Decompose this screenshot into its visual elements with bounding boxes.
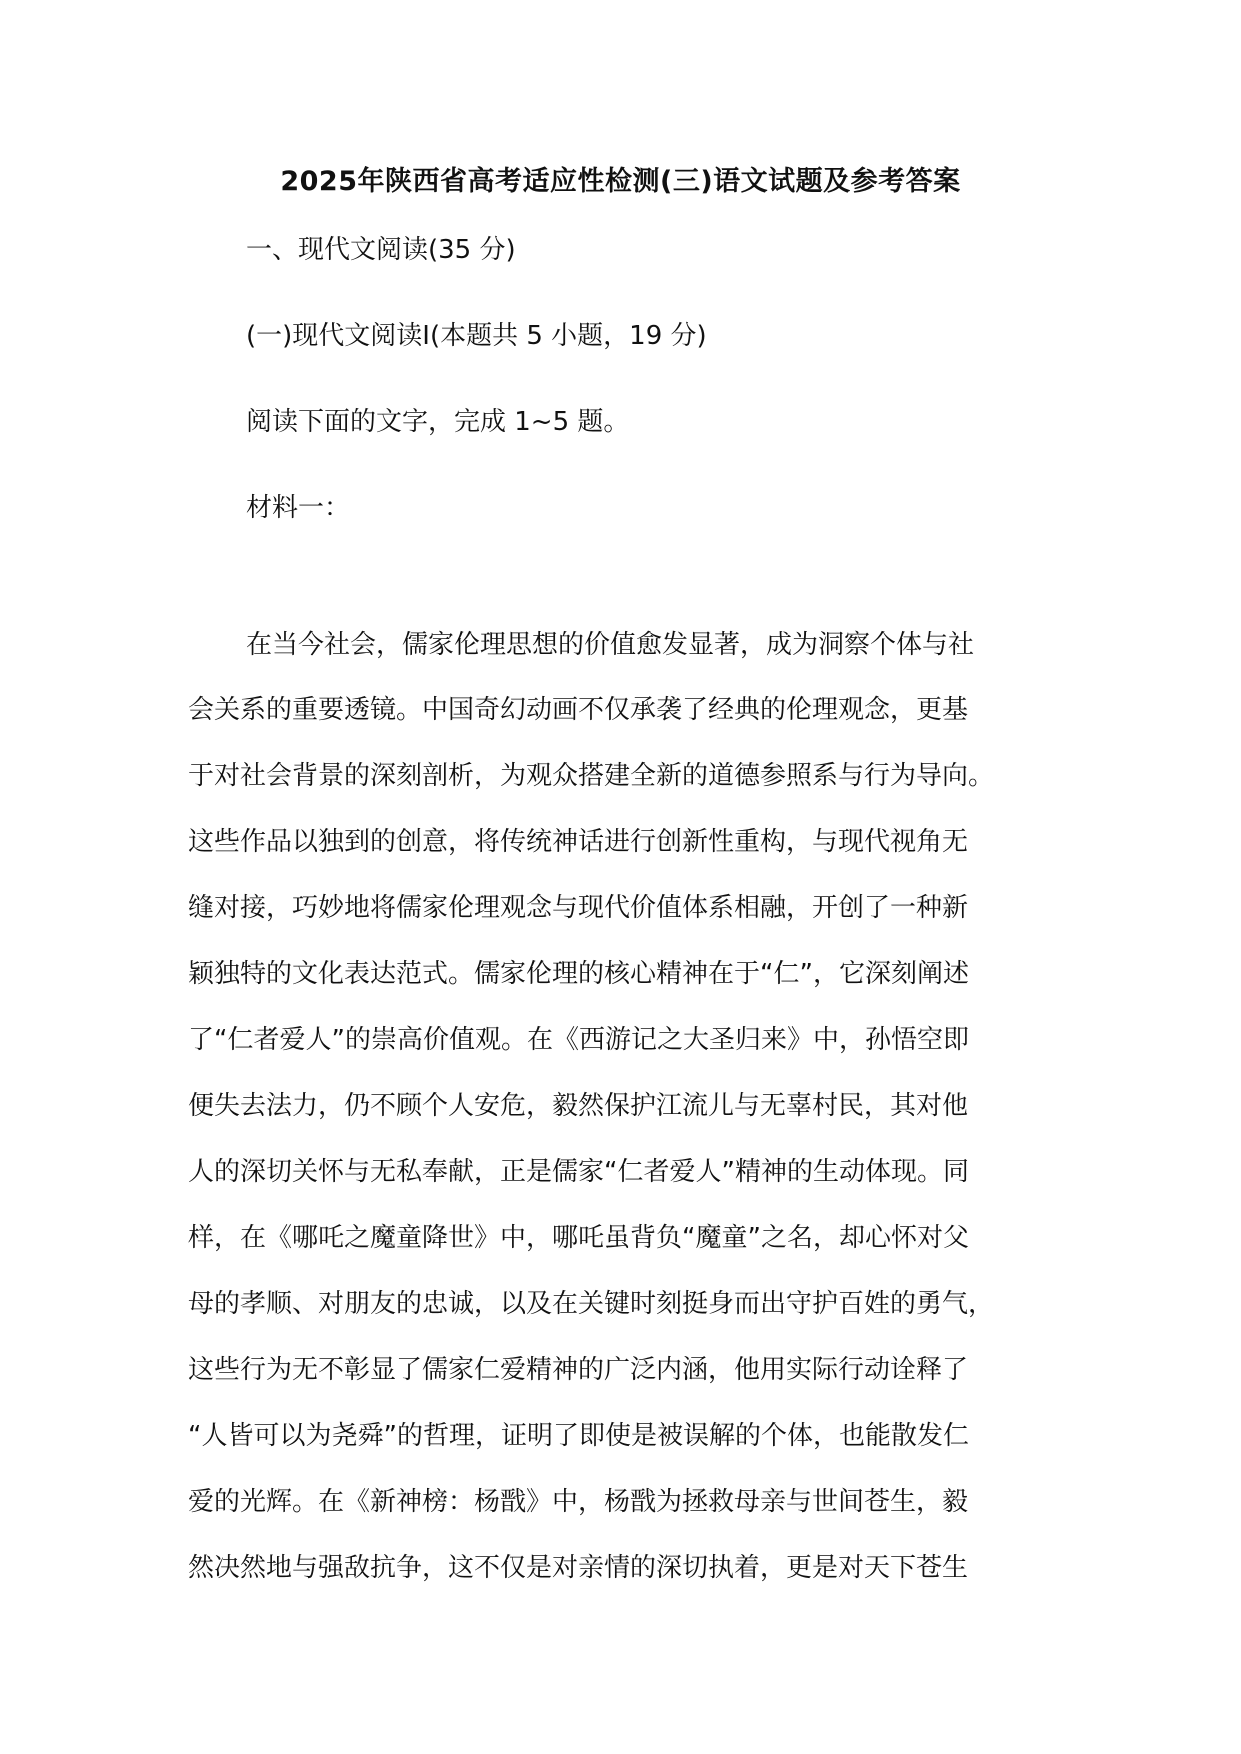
paragraph-line: 了“仁者爱人”的崇高价值观。在《西游记之大圣归来》中，孙悟空即: [188, 1025, 969, 1055]
paragraph-line: 颖独特的文化表达范式。儒家伦理的核心精神在于“仁”，它深刻阐述: [188, 959, 969, 989]
paragraph-line: 人的深切关怀与无私奉献，正是儒家“仁者爱人”精神的生动体现。同: [188, 1157, 969, 1187]
paragraph-line: 这些行为无不彰显了儒家仁爱精神的广泛内涵，他用实际行动诠释了: [188, 1355, 969, 1385]
material-label: 材料一：: [246, 493, 351, 523]
paragraph-line: 母的孝顺、对朋友的忠诚，以及在关键时刻挺身而出守护百姓的勇气，: [188, 1289, 995, 1319]
document-title: 2025年陕西省高考适应性检测(三)语文试题及参考答案: [280, 166, 961, 197]
instruction-text: 阅读下面的文字，完成 1~5 题。: [246, 407, 630, 437]
paragraph-line: 便失去法力，仍不顾个人安危，毅然保护江流儿与无辜村民，其对他: [188, 1091, 969, 1121]
paragraph-line: 会关系的重要透镜。中国奇幻动画不仅承袭了经典的伦理观念，更基: [188, 695, 969, 725]
paragraph-line: 然决然地与强敌抗争，这不仅是对亲情的深切执着，更是对天下苍生: [188, 1553, 969, 1583]
paragraph-line: 于对社会背景的深刻剖析，为观众搭建全新的道德参照系与行为导向。: [188, 761, 995, 791]
paragraph-line: “人皆可以为尧舜”的哲理，证明了即使是被误解的个体，也能散发仁: [188, 1421, 969, 1451]
section-heading: 一、现代文阅读(35 分): [246, 235, 516, 265]
paragraph-line: 爱的光辉。在《新神榜：杨戬》中，杨戬为拯救母亲与世间苍生，毅: [188, 1487, 969, 1517]
paragraph-line: 缝对接，巧妙地将儒家伦理观念与现代价值体系相融，开创了一种新: [188, 893, 969, 923]
paragraph-line: 样，在《哪吒之魔童降世》中，哪吒虽背负“魔童”之名，却心怀对父: [188, 1223, 969, 1253]
paragraph-line: 这些作品以独到的创意，将传统神话进行创新性重构，与现代视角无: [188, 827, 969, 857]
paragraph-line: 在当今社会，儒家伦理思想的价值愈发显著，成为洞察个体与社: [246, 630, 975, 660]
subsection-heading: (一)现代文阅读Ⅰ(本题共 5 小题，19 分): [246, 321, 707, 351]
